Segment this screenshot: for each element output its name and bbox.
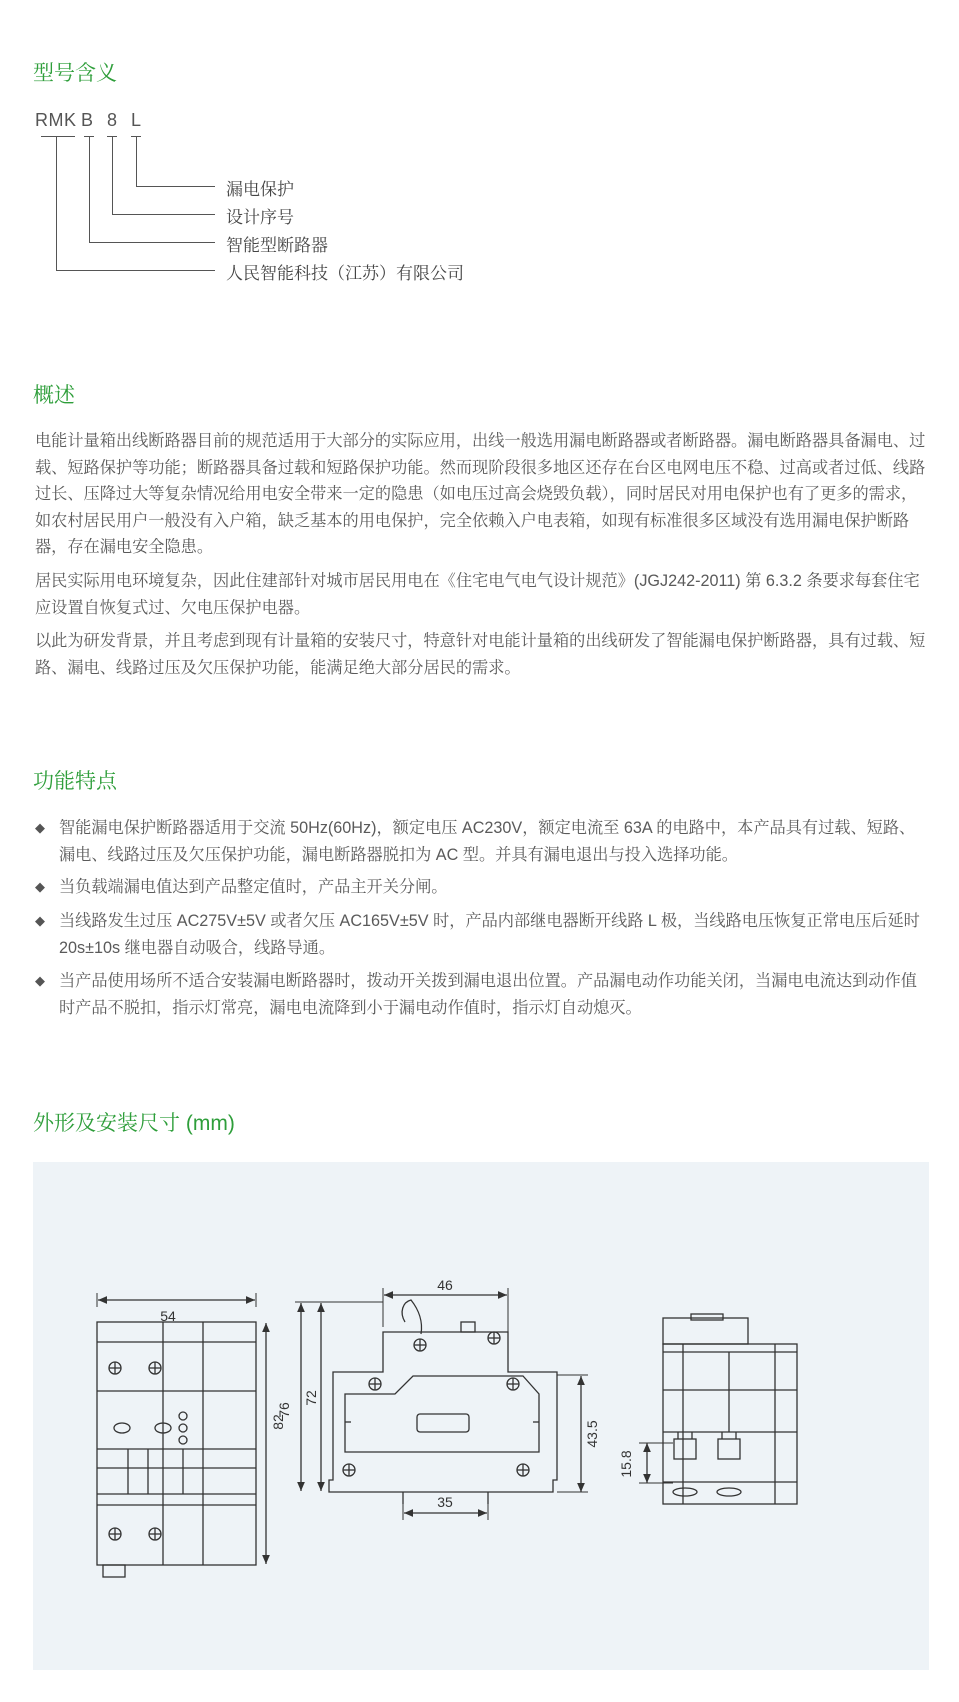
feature-text: 当产品使用场所不适合安装漏电断路器时，拨动开关拨到漏电退出位置。产品漏电动作功能关闭，当漏电电流达到动作值时产品不脱扣，指示灯常亮，漏电电流降到小于漏电动作值时，指示灯自动熄灭。 [59, 972, 917, 1017]
model-meaning-leakage: 漏电保护 [226, 180, 294, 199]
dim-back-height: 15.8 [618, 1450, 634, 1478]
dim-front-height: 82 [270, 1414, 286, 1430]
model-meaning-company: 人民智能科技（江苏）有限公司 [226, 264, 464, 283]
bullet-icon: ◆ [35, 820, 45, 835]
bullet-icon: ◆ [35, 879, 45, 894]
overview-paragraph-3: 以此为研发背景，并且考虑到现有计量箱的安装尺寸，特意针对电能计量箱的出线研发了智能漏电保护断路器，具有过载、短路、漏电、线路过压及欠压保护功能，能满足绝大部分居民的需求。 [35, 632, 926, 677]
dim-side-h72: 72 [303, 1390, 319, 1406]
dim-side-h43: 43.5 [584, 1420, 600, 1448]
feature-text: 智能漏电保护断路器适用于交流 50Hz(60Hz)，额定电压 AC230V，额定电流至 63A 的电路中，本产品具有过载、短路、漏电、线路过压及欠压保护功能，漏电断路器脱扣为 AC 型。并具有漏电退出与投入选择功能。 [59, 819, 916, 864]
dim-front-width: 54 [160, 1308, 176, 1324]
model-code-series: RMK [35, 110, 77, 130]
feature-text: 当负载端漏电值达到产品整定值时，产品主开关分闸。 [59, 878, 448, 896]
model-meaning-design: 设计序号 [226, 208, 294, 227]
side-view-drawing [276, 1277, 600, 1520]
dimension-drawings [33, 1162, 929, 1670]
dimension-drawing-panel [33, 1162, 929, 1670]
model-code-leakage: L [131, 110, 142, 130]
bullet-icon: ◆ [35, 973, 45, 988]
overview-paragraph-1: 电能计量箱出线断路器目前的规范适用于大部分的实际应用，出线一般选用漏电断路器或者断路器。漏电断路器具备漏电、过载、短路保护等功能；断路器具备过载和短路保护功能。然而现阶段很多地区还存在台区电网电压不稳、过高或者过低、线路过长、压降过大等复杂情况给用电安全带来一定的隐患（如电压过高会烧毁负载），同时居民对用电保护也有了更多的需求，如农村居民用户一般没有入户箱，缺乏基本的用电保护，完全依赖入户电表箱，如现有标准很多区域没有选用漏电保护断路器，存在漏电安全隐患。 [35, 432, 926, 556]
bullet-icon: ◆ [35, 913, 45, 928]
back-view-drawing [618, 1314, 797, 1504]
dim-side-h76: 76 [276, 1402, 292, 1418]
dim-side-top: 46 [437, 1277, 453, 1293]
dim-side-bottom: 35 [437, 1494, 453, 1510]
features-section-title: 功能特点 [33, 770, 117, 793]
model-meaning-breaker: 智能型断路器 [226, 236, 328, 255]
model-section-title: 型号含义 [33, 62, 117, 85]
model-code-type: B [81, 110, 94, 130]
overview-paragraph-2: 居民实际用电环境复杂，因此住建部针对城市居民用电在《住宅电气电气设计规范》(JGJ242-2011) 第 6.3.2 条要求每套住宅应设置自恢复式过、欠电压保护电器。 [35, 572, 920, 617]
feature-text: 当线路发生过压 AC275V±5V 或者欠压 AC165V±5V 时，产品内部继电器断开线路 L 极，当线路电压恢复正常电压后延时 20s±10s 继电器自动吸合，线路导通。 [59, 912, 920, 957]
model-code-design: 8 [107, 110, 118, 130]
overview-section-title: 概述 [33, 384, 75, 407]
dimensions-section-title: 外形及安装尺寸 (mm) [33, 1112, 235, 1135]
front-view-drawing [97, 1293, 286, 1577]
